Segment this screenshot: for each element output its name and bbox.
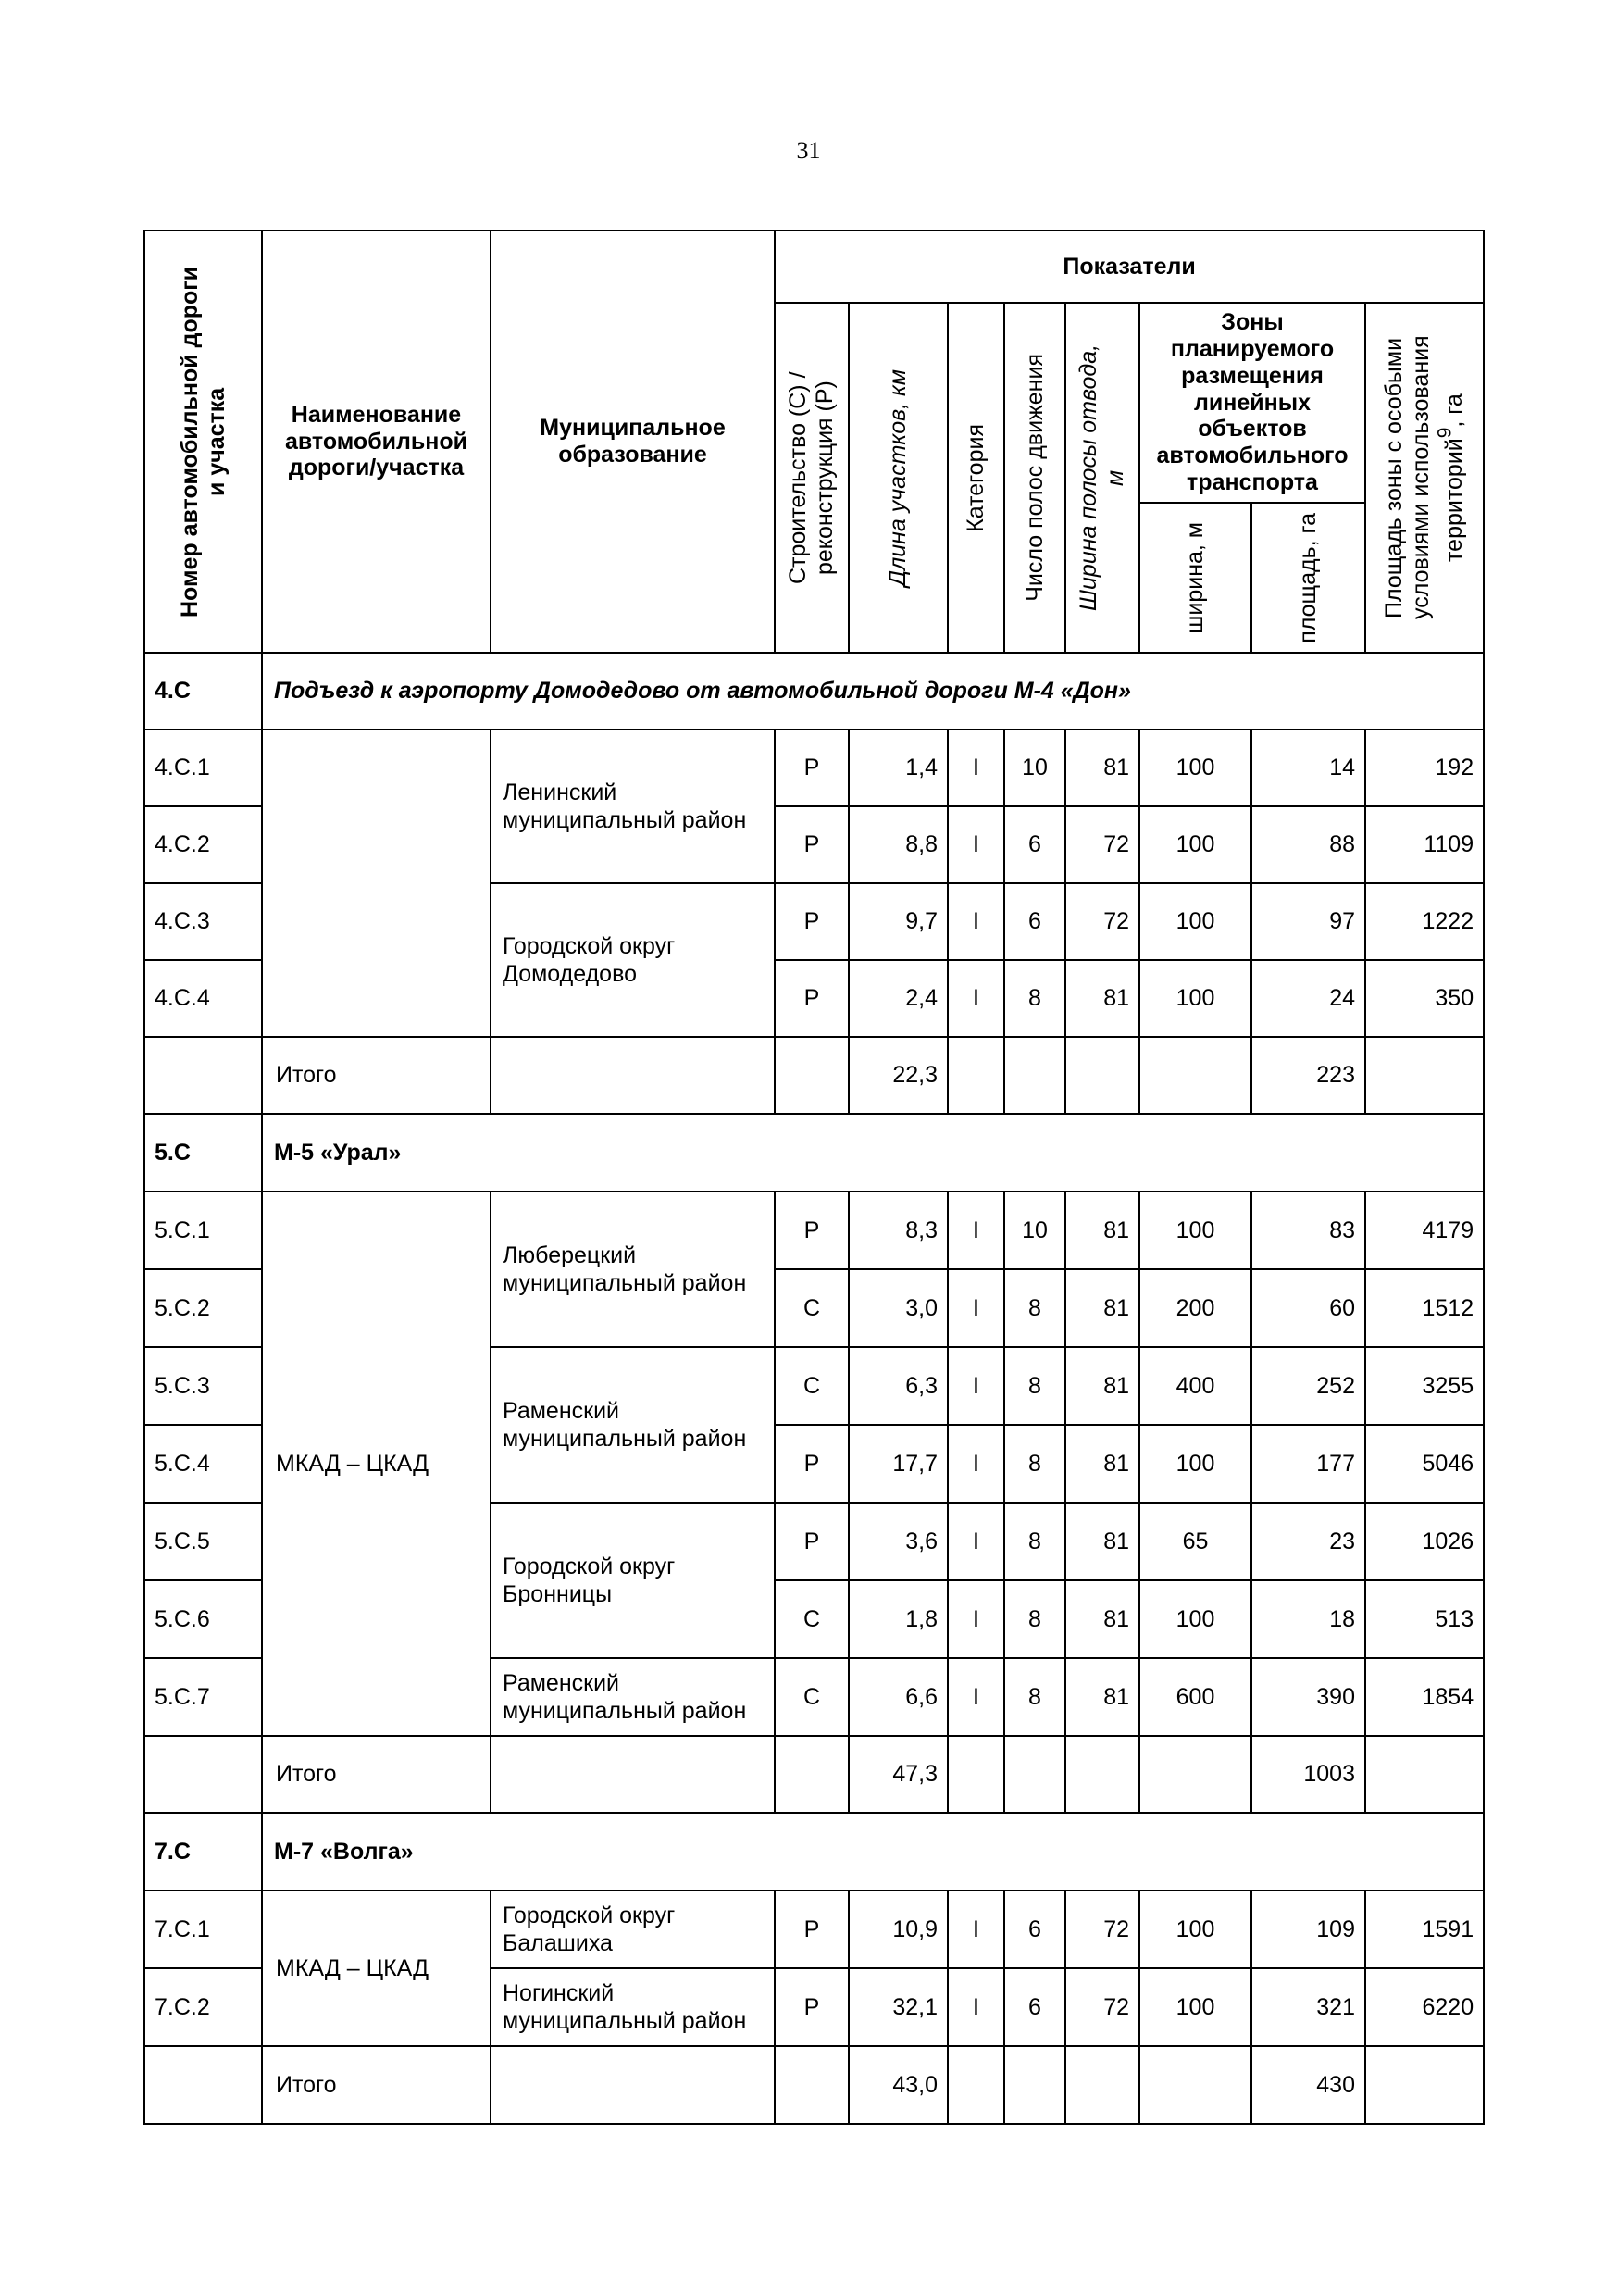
municipality: Ленинский муниципальный район [491, 730, 775, 883]
cell-row-width: 81 [1065, 1192, 1139, 1269]
total-length: 47,3 [849, 1736, 948, 1813]
cell-category: I [948, 1890, 1004, 1968]
row-code: 7.С.1 [144, 1890, 262, 1968]
header-road-number: Номер автомобильной дороги и участка [144, 231, 262, 653]
cell-zone-area: 83 [1251, 1192, 1365, 1269]
header-construction: Строительство (С) / реконструкция (Р) [775, 303, 849, 653]
cell-zone-width: 100 [1139, 806, 1251, 883]
cell-zone-area: 14 [1251, 730, 1365, 806]
cell-lanes: 8 [1004, 1658, 1065, 1736]
cell-category: I [948, 1968, 1004, 2046]
header-road-name: Наименование автомобильной дороги/участка [262, 231, 491, 653]
cell-lanes: 10 [1004, 730, 1065, 806]
cell-special: 5046 [1365, 1425, 1484, 1503]
cell-special: 1109 [1365, 806, 1484, 883]
cell-zone-width: 400 [1139, 1347, 1251, 1425]
cell-length: 6,3 [849, 1347, 948, 1425]
cell-zone-area: 23 [1251, 1503, 1365, 1580]
section-title: Подъезд к аэропорту Домодедово от автомобильной дороги М-4 «Дон» [262, 653, 1484, 730]
total-length: 43,0 [849, 2046, 948, 2124]
cell-type: С [775, 1658, 849, 1736]
municipality: Люберецкий муниципальный район [491, 1192, 775, 1347]
cell-zone-area: 24 [1251, 960, 1365, 1037]
cell-category: I [948, 1192, 1004, 1269]
cell-length: 3,6 [849, 1503, 948, 1580]
municipality: Городской округ Балашиха [491, 1890, 775, 1968]
cell-lanes: 8 [1004, 1503, 1065, 1580]
row-code: 5.С.2 [144, 1269, 262, 1347]
total-label: Итого [262, 1037, 491, 1114]
cell-zone-area: 88 [1251, 806, 1365, 883]
header-length: Длина участков, км [849, 303, 948, 653]
cell-type: С [775, 1347, 849, 1425]
cell-special: 1512 [1365, 1269, 1484, 1347]
cell-lanes: 6 [1004, 1968, 1065, 2046]
cell-type: Р [775, 1890, 849, 1968]
cell-category: I [948, 960, 1004, 1037]
cell-row-width: 81 [1065, 960, 1139, 1037]
municipality: Раменский муниципальный район [491, 1347, 775, 1503]
table-row [144, 1890, 1484, 1968]
cell-zone-width: 200 [1139, 1269, 1251, 1347]
cell-special: 6220 [1365, 1968, 1484, 2046]
cell-category: I [948, 1347, 1004, 1425]
cell-special: 3255 [1365, 1347, 1484, 1425]
header-zones: Зоны планируемого размещения линейных объектов автомобильного транспорта [1139, 303, 1365, 503]
cell-row-width: 72 [1065, 1968, 1139, 2046]
cell-category: I [948, 1580, 1004, 1658]
cell-row-width: 81 [1065, 1658, 1139, 1736]
cell-zone-area: 390 [1251, 1658, 1365, 1736]
cell-zone-width: 100 [1139, 730, 1251, 806]
cell-zone-width: 100 [1139, 1425, 1251, 1503]
cell-zone-area: 18 [1251, 1580, 1365, 1658]
section-code: 5.С [144, 1114, 262, 1192]
cell-length: 1,4 [849, 730, 948, 806]
cell-type: Р [775, 1192, 849, 1269]
road-name: МКАД – ЦКАД [262, 1890, 491, 2046]
cell-zone-area: 97 [1251, 883, 1365, 960]
row-code: 5.С.3 [144, 1347, 262, 1425]
cell-zone-area: 321 [1251, 1968, 1365, 2046]
header-lanes: Число полос движения [1004, 303, 1065, 653]
road-name [262, 730, 491, 1037]
cell-lanes: 8 [1004, 1347, 1065, 1425]
total-zone-area: 1003 [1251, 1736, 1365, 1813]
cell-lanes: 8 [1004, 1269, 1065, 1347]
cell-zone-width: 65 [1139, 1503, 1251, 1580]
header-row-width: Ширина полосы отвода, м [1065, 303, 1139, 653]
cell-special: 1591 [1365, 1890, 1484, 1968]
roads-table [143, 230, 1485, 2125]
cell-special: 1222 [1365, 883, 1484, 960]
row-code: 5.С.6 [144, 1580, 262, 1658]
section-title: М-7 «Волга» [262, 1813, 1484, 1890]
cell-zone-width: 100 [1139, 960, 1251, 1037]
cell-category: I [948, 883, 1004, 960]
cell-length: 1,8 [849, 1580, 948, 1658]
header-indicators: Показатели [775, 231, 1484, 303]
cell-zone-width: 100 [1139, 883, 1251, 960]
cell-type: Р [775, 1968, 849, 2046]
cell-length: 3,0 [849, 1269, 948, 1347]
cell-special: 1854 [1365, 1658, 1484, 1736]
cell-zone-width: 100 [1139, 1192, 1251, 1269]
cell-special: 513 [1365, 1580, 1484, 1658]
total-row [144, 1037, 1484, 1114]
row-code: 5.С.5 [144, 1503, 262, 1580]
cell-lanes: 8 [1004, 1425, 1065, 1503]
cell-type: С [775, 1269, 849, 1347]
municipality: Раменский муниципальный район [491, 1658, 775, 1736]
cell-zone-area: 177 [1251, 1425, 1365, 1503]
header-zone-width: ширина, м [1139, 503, 1251, 653]
cell-lanes: 6 [1004, 883, 1065, 960]
row-code: 4.С.1 [144, 730, 262, 806]
cell-lanes: 10 [1004, 1192, 1065, 1269]
cell-lanes: 8 [1004, 960, 1065, 1037]
cell-row-width: 72 [1065, 883, 1139, 960]
section-title: М-5 «Урал» [262, 1114, 1484, 1192]
cell-row-width: 72 [1065, 1890, 1139, 1968]
cell-length: 17,7 [849, 1425, 948, 1503]
header-zone-area: площадь, га [1251, 503, 1365, 653]
cell-special: 350 [1365, 960, 1484, 1037]
page-number: 31 [796, 137, 821, 164]
cell-lanes: 6 [1004, 1890, 1065, 1968]
cell-row-width: 81 [1065, 1425, 1139, 1503]
cell-category: I [948, 1503, 1004, 1580]
cell-row-width: 81 [1065, 1580, 1139, 1658]
cell-zone-area: 60 [1251, 1269, 1365, 1347]
total-zone-area: 223 [1251, 1037, 1365, 1114]
cell-special: 192 [1365, 730, 1484, 806]
cell-type: С [775, 1580, 849, 1658]
row-code: 5.С.1 [144, 1192, 262, 1269]
cell-type: Р [775, 960, 849, 1037]
cell-type: Р [775, 730, 849, 806]
row-code: 5.С.4 [144, 1425, 262, 1503]
section-row [144, 1114, 1484, 1192]
cell-zone-width: 100 [1139, 1968, 1251, 2046]
cell-row-width: 81 [1065, 1269, 1139, 1347]
section-code: 7.С [144, 1813, 262, 1890]
municipality: Ногинский муниципальный район [491, 1968, 775, 2046]
cell-length: 2,4 [849, 960, 948, 1037]
cell-zone-width: 100 [1139, 1890, 1251, 1968]
cell-zone-width: 600 [1139, 1658, 1251, 1736]
row-code: 5.С.7 [144, 1658, 262, 1736]
cell-zone-area: 252 [1251, 1347, 1365, 1425]
municipality: Городской округ Бронницы [491, 1503, 775, 1658]
cell-length: 10,9 [849, 1890, 948, 1968]
cell-length: 9,7 [849, 883, 948, 960]
total-row [144, 2046, 1484, 2124]
cell-row-width: 81 [1065, 730, 1139, 806]
municipality: Городской округ Домодедово [491, 883, 775, 1037]
section-row [144, 653, 1484, 730]
cell-row-width: 81 [1065, 1503, 1139, 1580]
cell-category: I [948, 1425, 1004, 1503]
cell-type: Р [775, 806, 849, 883]
total-length: 22,3 [849, 1037, 948, 1114]
road-name: МКАД – ЦКАД [262, 1192, 491, 1736]
cell-lanes: 6 [1004, 806, 1065, 883]
cell-special: 4179 [1365, 1192, 1484, 1269]
table-row [144, 1192, 1484, 1269]
row-code: 7.С.2 [144, 1968, 262, 2046]
cell-length: 32,1 [849, 1968, 948, 2046]
cell-type: Р [775, 883, 849, 960]
cell-type: Р [775, 1503, 849, 1580]
row-code: 4.С.4 [144, 960, 262, 1037]
table-row [144, 730, 1484, 806]
total-label: Итого [262, 2046, 491, 2124]
cell-row-width: 72 [1065, 806, 1139, 883]
cell-zone-width: 100 [1139, 1580, 1251, 1658]
header-special-area: Площадь зоны с особыми условиями использования территорий$^9$, га [1365, 303, 1484, 653]
cell-category: I [948, 730, 1004, 806]
header-municipality: Муниципальное образование [491, 231, 775, 653]
cell-special: 1026 [1365, 1503, 1484, 1580]
table-header [144, 231, 1484, 653]
cell-type: Р [775, 1425, 849, 1503]
cell-lanes: 8 [1004, 1580, 1065, 1658]
row-code: 4.С.2 [144, 806, 262, 883]
cell-length: 8,3 [849, 1192, 948, 1269]
cell-length: 8,8 [849, 806, 948, 883]
cell-category: I [948, 1658, 1004, 1736]
total-zone-area: 430 [1251, 2046, 1365, 2124]
section-code: 4.С [144, 653, 262, 730]
total-row [144, 1736, 1484, 1813]
cell-length: 6,6 [849, 1658, 948, 1736]
cell-zone-area: 109 [1251, 1890, 1365, 1968]
total-label: Итого [262, 1736, 491, 1813]
cell-category: I [948, 1269, 1004, 1347]
section-row [144, 1813, 1484, 1890]
header-category: Категория [948, 303, 1004, 653]
row-code: 4.С.3 [144, 883, 262, 960]
cell-category: I [948, 806, 1004, 883]
cell-row-width: 81 [1065, 1347, 1139, 1425]
